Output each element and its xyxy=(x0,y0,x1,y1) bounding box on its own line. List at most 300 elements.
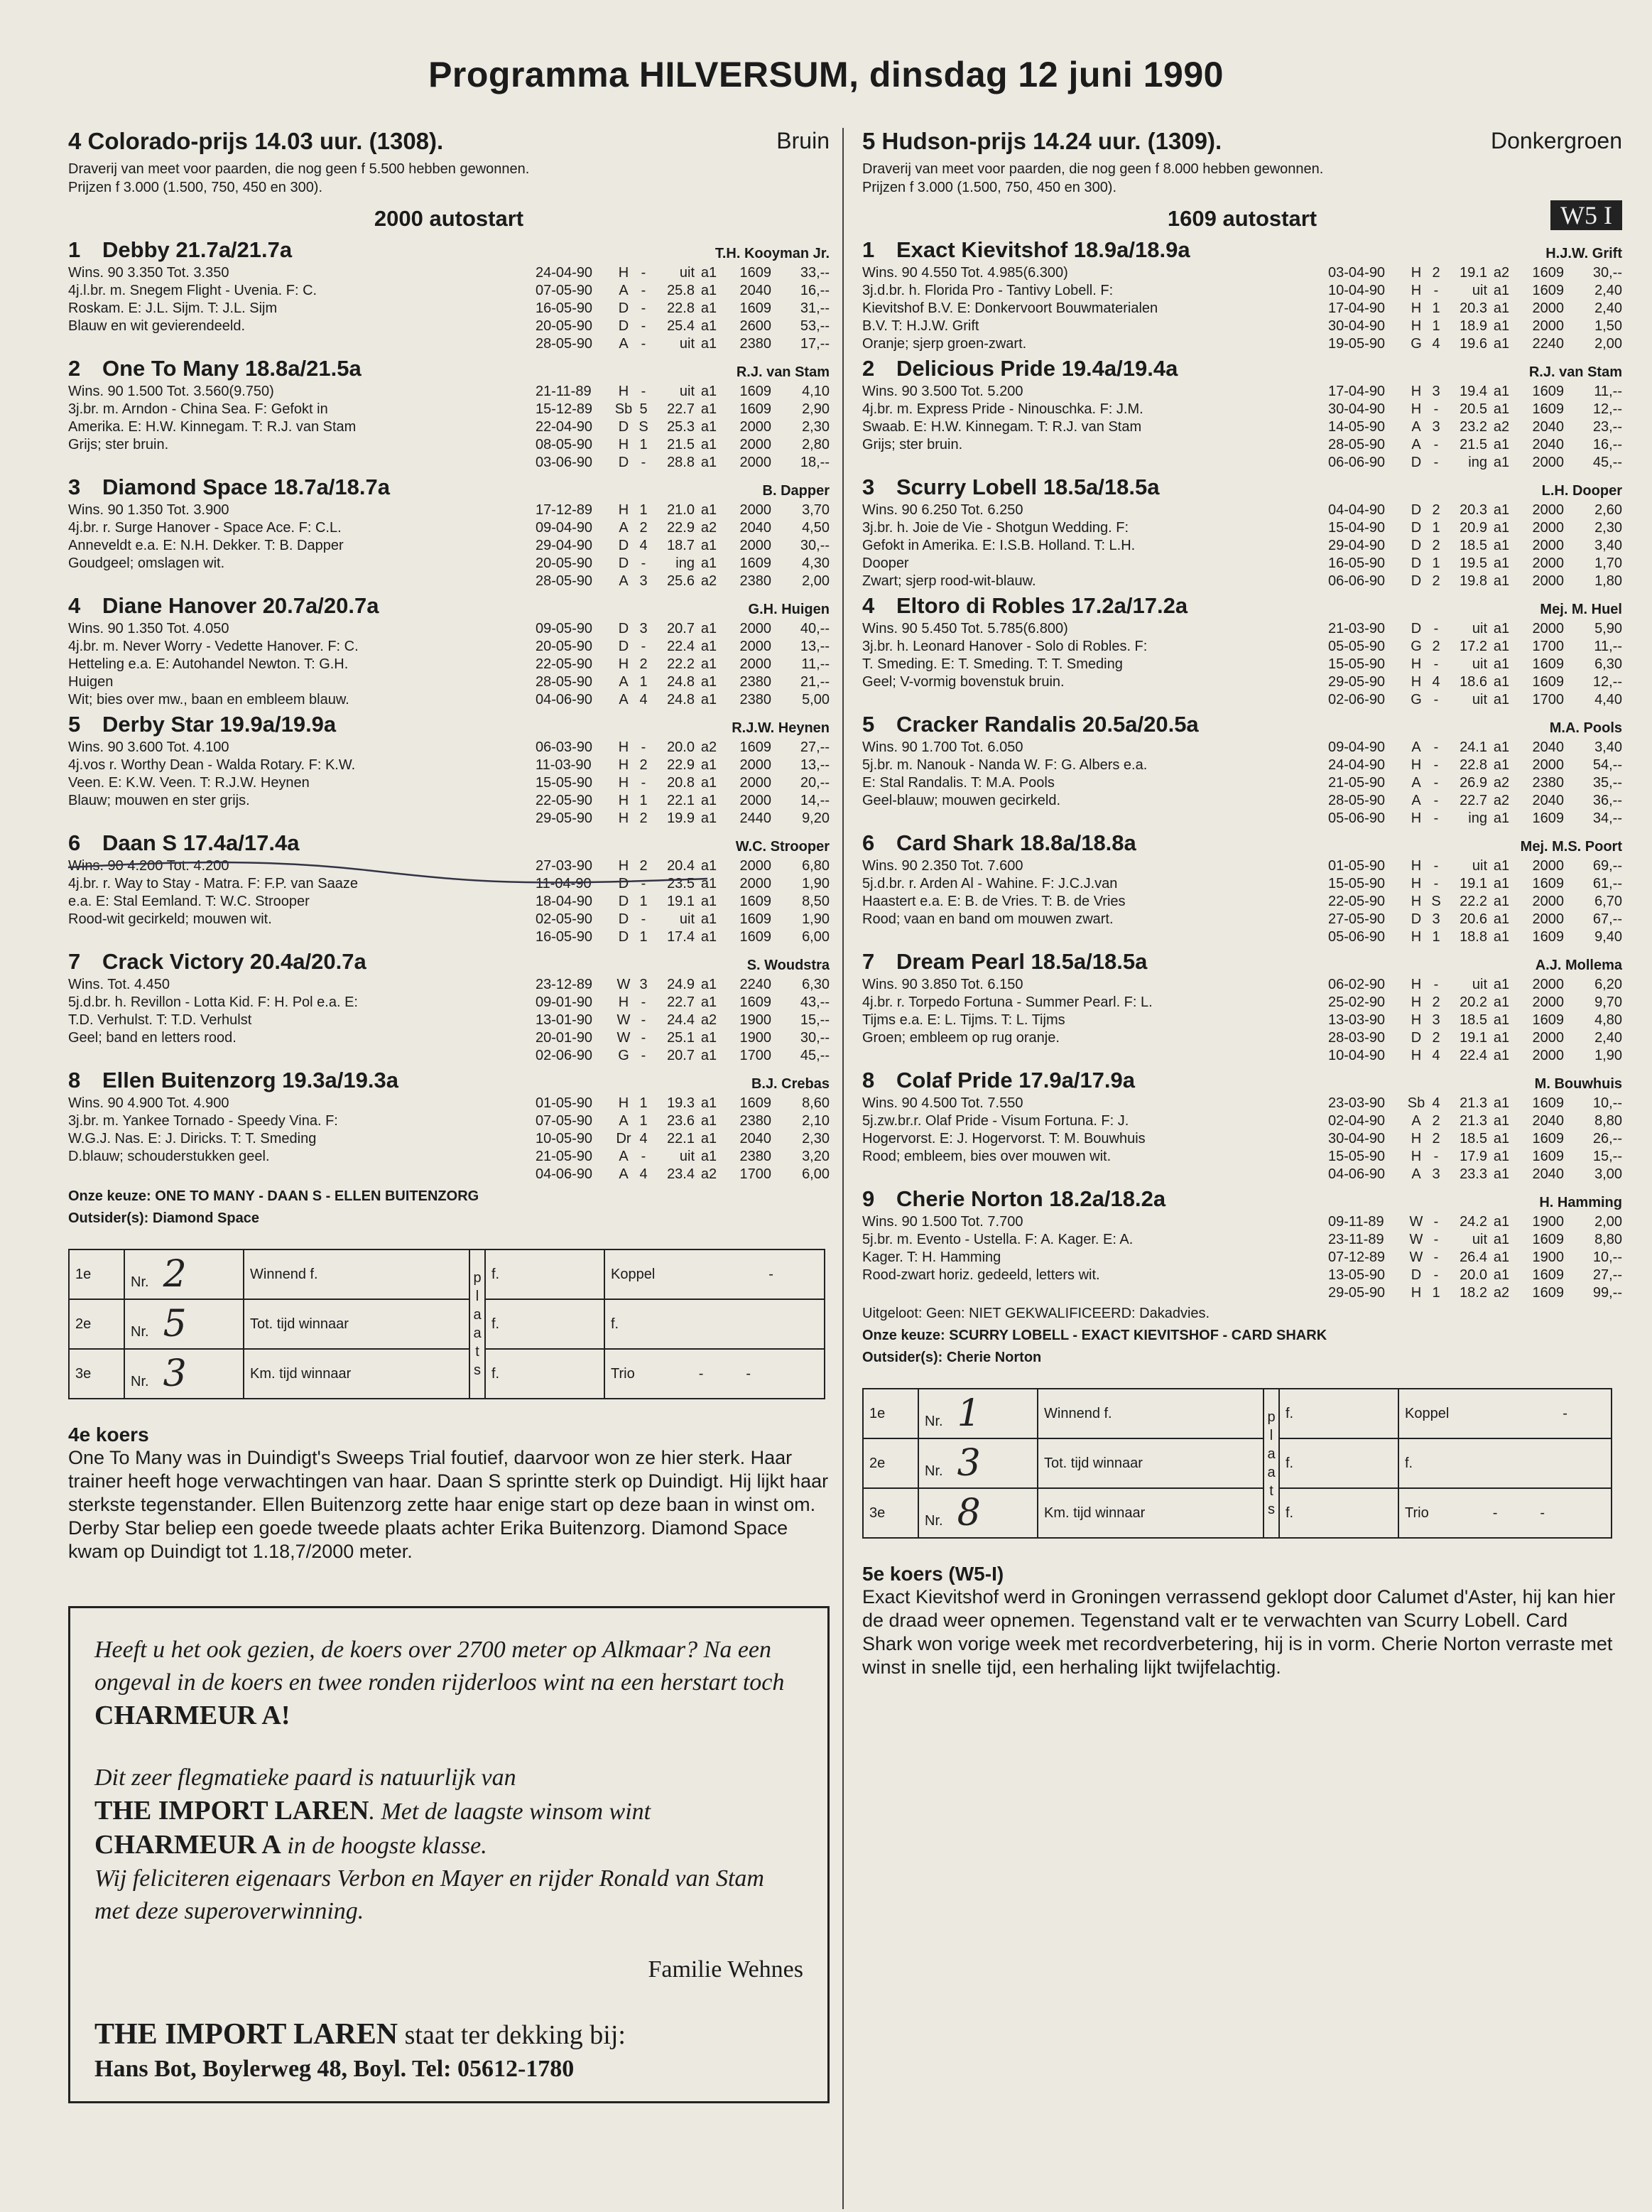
horse-info xyxy=(862,502,1303,590)
form-cell: 09-05-90 xyxy=(536,621,593,636)
form-cell: a1 xyxy=(700,1149,717,1164)
form-cell: 2040 xyxy=(739,520,771,536)
form-cell: - xyxy=(1433,692,1439,707)
koppel-amount: f. xyxy=(1398,1438,1612,1488)
form-row xyxy=(1328,1148,1622,1166)
form-cell: 20.3 xyxy=(1460,300,1487,316)
form-cell: 2000 xyxy=(739,775,771,791)
analysis-title: 4e koers xyxy=(68,1424,149,1446)
form-cell: 1 xyxy=(639,929,648,945)
form-cell: 17.9 xyxy=(1460,1149,1487,1164)
form-cell: - xyxy=(641,1030,646,1046)
form-cell: 4 xyxy=(1432,1095,1440,1111)
form-cell: 17-04-90 xyxy=(1328,384,1386,399)
form-cell: 30,-- xyxy=(1592,265,1622,281)
form-row xyxy=(1328,976,1622,994)
koppel-amount: f. xyxy=(604,1299,825,1349)
form-cell: 2380 xyxy=(1532,775,1564,791)
form-row xyxy=(536,739,830,757)
form-cell: W xyxy=(616,977,631,992)
form-row xyxy=(1328,1130,1622,1148)
form-cell: 2 xyxy=(639,810,648,826)
horse-name: Delicious Pride 19.4a/19.4a xyxy=(896,356,1178,381)
form-cell: 19.4 xyxy=(1460,384,1487,399)
form-cell: - xyxy=(1433,757,1439,773)
form-table xyxy=(1328,739,1622,828)
form-cell: 9,40 xyxy=(1594,929,1622,945)
horse-number: 4 xyxy=(68,593,81,618)
form-cell: a1 xyxy=(1493,1249,1510,1265)
form-cell: uit xyxy=(679,336,695,352)
form-cell: 22-05-90 xyxy=(536,656,593,672)
form-cell: 16,-- xyxy=(800,283,830,298)
form-cell: 30-04-90 xyxy=(1328,1131,1386,1146)
form-cell: 2040 xyxy=(739,283,771,298)
result-table xyxy=(68,1249,825,1399)
horse-info-line: 5j.br. m. Nanouk - Nanda W. F: G. Albers e.a. xyxy=(862,757,1148,773)
form-cell: D xyxy=(618,318,629,334)
form-cell: 99,-- xyxy=(1592,1285,1622,1301)
form-cell: 24-04-90 xyxy=(536,265,593,281)
form-cell: 2000 xyxy=(1532,977,1564,992)
form-cell: 22.7 xyxy=(667,401,695,417)
form-cell: 3,20 xyxy=(802,1149,830,1164)
form-cell: - xyxy=(1433,1149,1439,1164)
form-cell: 24.8 xyxy=(667,692,695,707)
form-cell: uit xyxy=(1472,977,1487,992)
form-cell: 2,30 xyxy=(1594,520,1622,536)
form-cell: 13,-- xyxy=(800,757,830,773)
form-cell: uit xyxy=(679,384,695,399)
horse-info-line: 4j.br. m. Never Worry - Vedette Hanover. F: C. xyxy=(68,639,359,654)
horse-info-line: Blauw en wit gevierendeeld. xyxy=(68,318,246,334)
form-table xyxy=(1328,264,1622,353)
form-cell: a1 xyxy=(1493,1131,1510,1146)
form-cell: 14,-- xyxy=(800,793,830,808)
form-cell: 2000 xyxy=(739,639,771,654)
form-cell: 53,-- xyxy=(800,318,830,334)
form-cell: 2000 xyxy=(1532,502,1564,518)
form-cell: D xyxy=(1411,502,1422,518)
form-cell: 2,40 xyxy=(1594,1030,1622,1046)
horse-info-line: Geel; band en letters rood. xyxy=(68,1030,237,1046)
form-cell: 1 xyxy=(1432,520,1440,536)
result-nr-label: Nr. xyxy=(925,1414,943,1429)
form-cell: a1 xyxy=(1493,994,1510,1010)
horse-entry xyxy=(862,475,1622,590)
form-cell: A xyxy=(1411,1166,1421,1182)
horse-info xyxy=(68,620,466,709)
our-choice xyxy=(862,1327,1622,1345)
form-cell: 6,00 xyxy=(802,1166,830,1182)
form-cell: 11,-- xyxy=(1594,639,1622,654)
horse-trainer: B.J. Crebas xyxy=(751,1076,830,1092)
form-cell: 20.2 xyxy=(1460,994,1487,1010)
form-cell: 2000 xyxy=(1532,894,1564,909)
form-cell: 2000 xyxy=(1532,621,1564,636)
column-divider xyxy=(842,128,844,2209)
form-row xyxy=(1328,1112,1622,1130)
horse-info-line: Goudgeel; omslagen wit. xyxy=(68,555,225,571)
form-row xyxy=(536,810,830,828)
horse-entry xyxy=(68,830,830,946)
form-cell: D xyxy=(1411,538,1422,553)
form-cell: A xyxy=(1411,437,1421,452)
form-cell: 28-05-90 xyxy=(536,573,593,589)
form-cell: 1609 xyxy=(1532,876,1564,891)
form-cell: 2000 xyxy=(739,538,771,553)
handwritten-number: 3 xyxy=(163,1352,187,1395)
form-cell: W xyxy=(1409,1249,1423,1265)
form-cell: 24.8 xyxy=(667,674,695,690)
form-cell: A xyxy=(1411,1113,1421,1129)
horse-trainer: B. Dapper xyxy=(762,483,830,499)
form-cell: 1609 xyxy=(1532,283,1564,298)
form-cell: a1 xyxy=(1493,810,1510,826)
form-cell: D xyxy=(618,419,629,435)
form-row xyxy=(536,264,830,282)
form-cell: A xyxy=(619,520,629,536)
form-cell: D xyxy=(618,911,629,927)
form-cell: 3 xyxy=(639,573,648,589)
form-cell: 27,-- xyxy=(1592,1267,1622,1283)
form-row xyxy=(536,893,830,911)
form-cell: a1 xyxy=(700,911,717,927)
horse-entry xyxy=(862,1068,1622,1183)
form-cell: a1 xyxy=(700,656,717,672)
form-cell: - xyxy=(641,384,646,399)
form-cell: 25.8 xyxy=(667,283,695,298)
horse-trainer: W.C. Strooper xyxy=(735,839,830,855)
horse-name: One To Many 18.8a/21.5a xyxy=(102,356,362,381)
form-cell: 2000 xyxy=(739,876,771,891)
horse-info xyxy=(862,383,1303,454)
trio-dash: - xyxy=(1492,1505,1498,1521)
form-row xyxy=(1328,1213,1622,1231)
form-cell: 09-04-90 xyxy=(1328,739,1386,755)
form-cell: 04-06-90 xyxy=(536,692,593,707)
form-cell: 1700 xyxy=(1532,639,1564,654)
form-cell: - xyxy=(641,283,646,298)
horse-info-line: 5j.d.br. h. Revillon - Lotta Kid. F: H. Pol e.a. E: xyxy=(68,994,358,1010)
horse-details xyxy=(68,383,830,472)
horse-title xyxy=(68,475,830,502)
form-cell: 06-03-90 xyxy=(536,739,593,755)
outsiders xyxy=(862,1349,1622,1367)
horse-name: Cherie Norton 18.2a/18.2a xyxy=(896,1186,1166,1211)
form-cell: 01-05-90 xyxy=(536,1095,593,1111)
horse-info xyxy=(862,739,1303,810)
form-cell: 28-03-90 xyxy=(1328,1030,1386,1046)
form-cell: 15-12-89 xyxy=(536,401,593,417)
trio-cell xyxy=(1398,1488,1612,1538)
form-cell: a1 xyxy=(700,300,717,316)
plaats-amount: f. xyxy=(1279,1438,1398,1488)
form-cell: 15-04-90 xyxy=(1328,520,1386,536)
page-title: Programma HILVERSUM, dinsdag 12 juni 1990 xyxy=(428,55,1224,94)
horse-info xyxy=(68,383,466,454)
form-cell: 21.0 xyxy=(667,502,695,518)
form-cell: - xyxy=(1433,656,1439,672)
form-cell: a1 xyxy=(700,437,717,452)
form-cell: 6,00 xyxy=(802,929,830,945)
result-position: 1e xyxy=(69,1249,124,1299)
horse-info-line: Wins. 90 6.250 Tot. 6.250 xyxy=(862,502,1023,518)
form-cell: a1 xyxy=(1493,674,1510,690)
horse-details xyxy=(862,1095,1622,1183)
koppel-cell xyxy=(1398,1389,1612,1438)
trio-dash: - xyxy=(1540,1505,1545,1521)
horse-info-line: Grijs; ster bruin. xyxy=(862,437,963,452)
form-cell: 45,-- xyxy=(1592,455,1622,470)
form-row xyxy=(1328,1095,1622,1112)
result-field: Km. tijd winnaar xyxy=(244,1349,469,1399)
form-cell: 04-06-90 xyxy=(1328,1166,1386,1182)
form-cell: 2000 xyxy=(1532,455,1564,470)
horse-info-line: Wins. 90 4.550 Tot. 4.985(6.300) xyxy=(862,265,1068,281)
form-cell: W xyxy=(1409,1214,1423,1230)
form-row xyxy=(1328,418,1622,436)
form-cell: 09-11-89 xyxy=(1328,1214,1384,1230)
w5-badge: W5 I xyxy=(1550,200,1622,230)
horse-name: Debby 21.7a/21.7a xyxy=(102,237,293,262)
horse-info-line: Rood-zwart horiz. gedeeld, letters wit. xyxy=(862,1267,1100,1283)
form-cell: 2000 xyxy=(1532,1030,1564,1046)
race-4-column xyxy=(68,128,830,2103)
form-row xyxy=(536,335,830,353)
form-row xyxy=(536,401,830,418)
form-row xyxy=(1328,1231,1622,1249)
ad-p2-line: Dit zeer flegmatieke paard is natuurlijk van xyxy=(94,1764,516,1791)
race-conditions: Prijzen f 3.000 (1.500, 750, 450 en 300). xyxy=(68,180,323,195)
form-cell: a1 xyxy=(1493,1232,1510,1247)
plaats-amount: f. xyxy=(1279,1389,1398,1438)
horse-info xyxy=(862,857,1303,928)
plaats-label: p l a a t s xyxy=(1264,1389,1279,1538)
form-cell: 1 xyxy=(1432,300,1440,316)
form-cell: H xyxy=(618,502,629,518)
form-cell: 1609 xyxy=(739,894,771,909)
form-cell: - xyxy=(1433,977,1439,992)
horse-name: Dream Pearl 18.5a/18.5a xyxy=(896,949,1148,974)
horse-info-line: Gefokt in Amerika. E: I.S.B. Holland. T: L.H. xyxy=(862,538,1136,553)
horse-info xyxy=(68,739,466,810)
form-cell: a2 xyxy=(1493,793,1510,808)
form-cell: 67,-- xyxy=(1592,911,1622,927)
form-cell: 13-05-90 xyxy=(1328,1267,1386,1283)
form-cell: 2,30 xyxy=(802,419,830,435)
form-cell: 18,-- xyxy=(800,455,830,470)
form-cell: 07-12-89 xyxy=(1328,1249,1386,1265)
form-cell: H xyxy=(1411,894,1422,909)
form-table xyxy=(1328,383,1622,472)
koppel-label: Koppel xyxy=(1405,1405,1450,1421)
horse-entry xyxy=(862,1186,1622,1302)
form-cell: - xyxy=(1433,810,1439,826)
form-cell: ing xyxy=(1468,455,1487,470)
form-cell: 28.8 xyxy=(667,455,695,470)
form-cell: 2000 xyxy=(1532,520,1564,536)
form-row xyxy=(536,792,830,810)
form-row xyxy=(1328,911,1622,928)
form-cell: 2000 xyxy=(1532,538,1564,553)
horse-info-line: Wins. 90 4.200 Tot. 4.200 xyxy=(68,858,229,874)
ad-p2-line xyxy=(94,1794,803,1828)
horse-info-line: Wins. 90 1.350 Tot. 3.900 xyxy=(68,502,229,518)
form-row xyxy=(536,857,830,875)
form-cell: 3 xyxy=(1432,1166,1440,1182)
form-cell: 2 xyxy=(1432,502,1440,518)
form-cell: - xyxy=(641,336,646,352)
horse-info-line: T. Smeding. E: T. Smeding. T: T. Smeding xyxy=(862,656,1123,672)
form-cell: 2000 xyxy=(1532,858,1564,874)
form-cell: - xyxy=(1433,793,1439,808)
form-row xyxy=(536,1130,830,1148)
form-cell: 1609 xyxy=(1532,1095,1564,1111)
form-cell: 20,-- xyxy=(800,775,830,791)
horse-info-line: 3j.br. m. Arndon - China Sea. F: Gefokt in xyxy=(68,401,328,417)
horse-name: Cracker Randalis 20.5a/20.5a xyxy=(896,712,1199,737)
form-cell: a1 xyxy=(700,692,717,707)
form-cell: uit xyxy=(1472,858,1487,874)
form-row xyxy=(536,537,830,555)
form-cell: 05-06-90 xyxy=(1328,810,1386,826)
form-cell: 19.9 xyxy=(667,810,695,826)
form-cell: 1900 xyxy=(739,1012,771,1028)
horse-details xyxy=(862,739,1622,828)
form-cell: 1609 xyxy=(739,401,771,417)
form-cell: a1 xyxy=(700,994,717,1010)
form-cell: 4,30 xyxy=(802,555,830,571)
form-cell: 23.3 xyxy=(1460,1166,1487,1182)
form-cell: 11,-- xyxy=(1594,384,1622,399)
form-cell: - xyxy=(641,911,646,927)
form-cell: H xyxy=(1411,1131,1422,1146)
ad-cta xyxy=(94,2017,803,2051)
horse-info-line: Wins. 90 3.500 Tot. 5.200 xyxy=(862,384,1023,399)
horse-details xyxy=(862,857,1622,946)
form-cell: 09-04-90 xyxy=(536,520,593,536)
form-cell: 19.3 xyxy=(667,1095,695,1111)
form-cell: 23.4 xyxy=(667,1166,695,1182)
horse-details xyxy=(862,976,1622,1065)
form-cell: 1609 xyxy=(1532,929,1564,945)
form-cell: a1 xyxy=(700,384,717,399)
ad-p2-line: Wij feliciteren eigenaars Verbon en Mayer en rijder Ronald van Stam met deze superoverwinning. xyxy=(94,1865,764,1924)
form-cell: 1,50 xyxy=(1594,318,1622,334)
form-table xyxy=(536,502,830,590)
form-cell: 1609 xyxy=(1532,384,1564,399)
form-row xyxy=(1328,1284,1622,1302)
horse-info-line: T.D. Verhulst. T: T.D. Verhulst xyxy=(68,1012,252,1028)
form-cell: H xyxy=(1411,977,1422,992)
form-cell: 2 xyxy=(639,858,648,874)
horse-info-line: 3j.br. m. Yankee Tornado - Speedy Vina. F: xyxy=(68,1113,338,1129)
form-cell: a1 xyxy=(700,876,717,891)
handwritten-number: 8 xyxy=(957,1492,981,1534)
form-cell: - xyxy=(1433,775,1439,791)
form-cell: 6,30 xyxy=(1594,656,1622,672)
form-cell: H xyxy=(618,265,629,281)
form-cell: D xyxy=(1411,911,1422,927)
form-row xyxy=(1328,537,1622,555)
form-cell: H xyxy=(1411,283,1422,298)
form-cell: D xyxy=(1411,520,1422,536)
form-cell: 07-05-90 xyxy=(536,1113,593,1129)
horse-info-line: Blauw; mouwen en ster grijs. xyxy=(68,793,250,808)
horse-info-line: 5j.zw.br.r. Olaf Pride - Visum Fortuna. F: J. xyxy=(862,1113,1129,1129)
handwritten-number: 3 xyxy=(957,1442,981,1485)
form-cell: a2 xyxy=(700,1012,717,1028)
form-cell: 12,-- xyxy=(1592,674,1622,690)
horse-info-line: Wins. 90 3.600 Tot. 4.100 xyxy=(68,739,229,755)
form-cell: 2040 xyxy=(1532,739,1564,755)
form-cell: a1 xyxy=(700,929,717,945)
form-cell: 19.1 xyxy=(1460,876,1487,891)
handwritten-number: 1 xyxy=(957,1392,981,1435)
horse-details xyxy=(68,620,830,709)
horse-info-line: 5j.d.br. r. Arden Al - Wahine. F: J.C.J.van xyxy=(862,876,1118,891)
form-cell: - xyxy=(1433,1249,1439,1265)
horse-info-line: Dooper xyxy=(862,555,909,571)
form-cell: 1700 xyxy=(1532,692,1564,707)
form-cell: 2040 xyxy=(1532,1113,1564,1129)
horse-entry xyxy=(68,356,830,472)
form-cell: 2000 xyxy=(1532,573,1564,589)
form-cell: 1609 xyxy=(739,929,771,945)
form-cell: H xyxy=(1411,1149,1422,1164)
form-row xyxy=(536,656,830,673)
form-row xyxy=(536,1148,830,1166)
horse-name: Crack Victory 20.4a/20.7a xyxy=(102,949,366,974)
horse-info-line: Oranje; sjerp groen-zwart. xyxy=(862,336,1027,352)
form-cell: a1 xyxy=(1493,1149,1510,1164)
form-cell: 2000 xyxy=(739,437,771,452)
form-cell: 2000 xyxy=(739,656,771,672)
form-cell: 11-03-90 xyxy=(536,757,592,773)
form-row xyxy=(536,1095,830,1112)
form-cell: a1 xyxy=(700,810,717,826)
form-cell: 17.2 xyxy=(1460,639,1487,654)
form-cell: 02-06-90 xyxy=(536,1048,593,1063)
form-cell: G xyxy=(1411,336,1422,352)
result-number-cell xyxy=(918,1488,1038,1538)
form-cell: 28-05-90 xyxy=(536,336,593,352)
form-cell: a1 xyxy=(700,502,717,518)
form-cell: H xyxy=(1411,1285,1422,1301)
form-cell: 02-06-90 xyxy=(1328,692,1386,707)
form-cell: H xyxy=(1411,300,1422,316)
form-cell: 22-05-90 xyxy=(536,793,593,808)
plaats-label: p l a a t s xyxy=(469,1249,485,1399)
form-cell: 2 xyxy=(1432,639,1440,654)
form-row xyxy=(1328,774,1622,792)
form-cell: 2 xyxy=(1432,1030,1440,1046)
form-cell: 06-06-90 xyxy=(1328,573,1386,589)
form-cell: 1609 xyxy=(739,911,771,927)
ad-p2-text: . Met de laagste winsom wint xyxy=(369,1799,651,1825)
horse-entry xyxy=(68,1068,830,1183)
form-cell: 21-05-90 xyxy=(1328,775,1386,791)
form-cell: a1 xyxy=(1493,520,1510,536)
horse-title xyxy=(862,237,1622,264)
form-row xyxy=(536,638,830,656)
form-cell: 5,90 xyxy=(1594,621,1622,636)
form-row xyxy=(1328,928,1622,946)
form-cell: a1 xyxy=(700,419,717,435)
form-cell: - xyxy=(1433,401,1439,417)
form-cell: 02-04-90 xyxy=(1328,1113,1386,1129)
